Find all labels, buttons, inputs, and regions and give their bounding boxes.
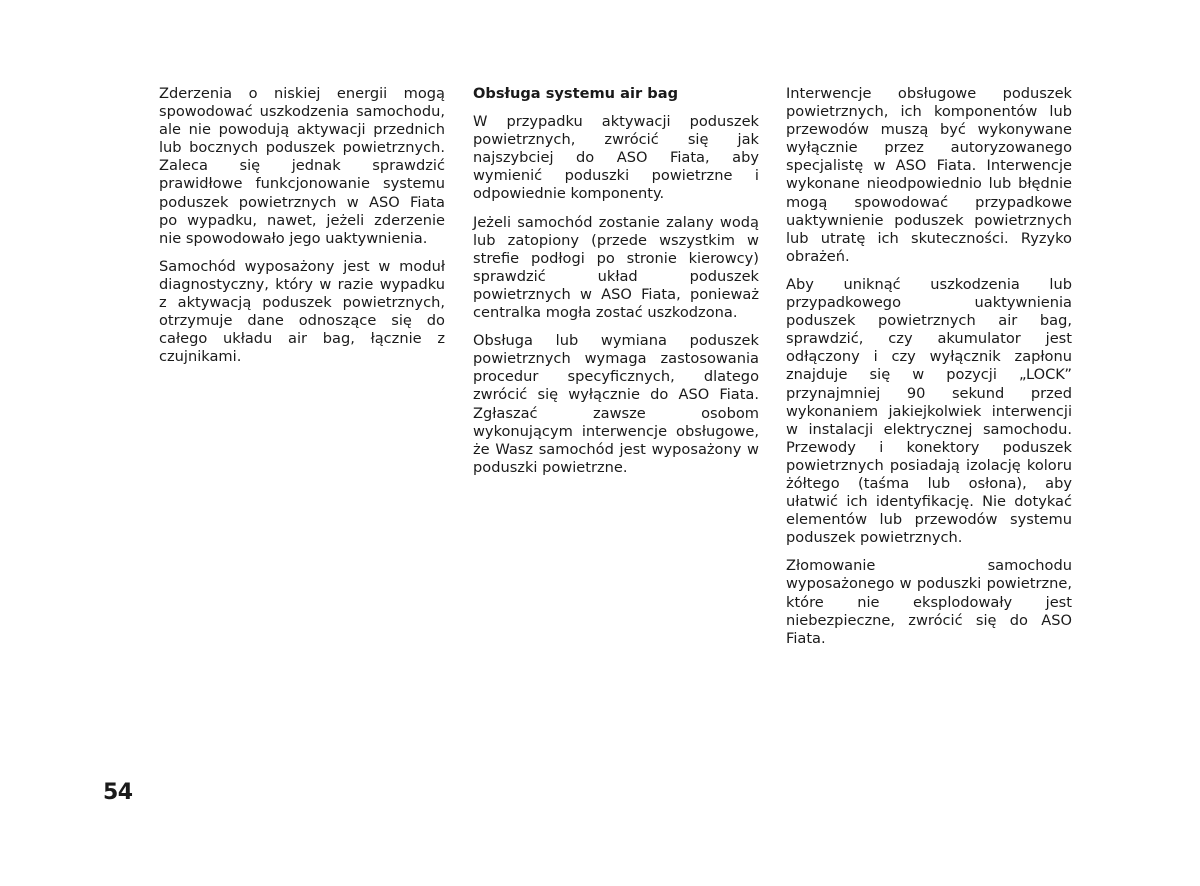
paragraph: Aby uniknąć uszkodzenia lub przypadkowego uaktywnienia poduszek powietrznych air bag, sprawdzić, czy akumulator jest odłączony i czy wyłącznik zapłonu znajduje się w pozycji „LOCK” przynajmniej 90 sekund przed wykonaniem jakiejkolwiek interwencji w instalacji elektrycznej samochodu. Przewody i konektory poduszek powietrznych posiadają izolację koloru żółtego (taśma lub osłona), aby ułatwić ich identyfikację. Nie dotykać elementów lub przewodów systemu poduszek powietrznych. xyxy=(786,275,1072,547)
section-heading: Obsługa systemu air bag xyxy=(473,85,679,102)
paragraph: Jeżeli samochód zostanie zalany wodą lub zatopiony (przede wszystkim w strefie podłogi po stronie kierowcy) sprawdzić układ poduszek powietrznych w ASO Fiata, ponieważ centralka mogła zostać uszkodzona. xyxy=(473,213,759,322)
paragraph: W przypadku aktywacji poduszek powietrznych, zwrócić się jak najszybciej do ASO Fiata, aby wymienić poduszki powietrzne i odpowiednie komponenty. xyxy=(473,113,759,203)
paragraph: Interwencje obsługowe poduszek powietrznych, ich komponentów lub przewodów muszą być wykonywane wyłącznie przez autoryzowanego specjalistę w ASO Fiata. Interwencje wykonane nieodpowiednio lub błędnie mogą spowodować przypadkowe uaktywnienie poduszek powietrznych lub utratę ich skuteczności. Ryzyko obrażeń. xyxy=(786,85,1072,265)
paragraph: Samochód wyposażony jest w moduł diagnostyczny, który w razie wypadku z aktywacją poduszek powietrznych, otrzymuje dane odnoszące się do całego układu air bag, łącznie z czujnikami. xyxy=(159,257,445,366)
text-column-1 xyxy=(159,85,445,376)
page-number: 54 xyxy=(103,780,133,805)
text-column-3 xyxy=(786,85,1072,658)
text-column-2 xyxy=(473,85,759,487)
paragraph: Obsługa lub wymiana poduszek powietrznych wymaga zastosowania procedur specyficznych, dlatego zwrócić się wyłącznie do ASO Fiata. Zgłaszać zawsze osobom wykonującym interwencje obsługowe, że Wasz samochód jest wyposażony w poduszki powietrzne. xyxy=(473,332,759,476)
paragraph: Złomowanie samochodu wyposażonego w poduszki powietrzne, które nie eksplodowały jest niebezpieczne, zwrócić się do ASO Fiata. xyxy=(786,557,1072,647)
paragraph: Zderzenia o niskiej energii mogą spowodować uszkodzenia samochodu, ale nie powodują aktywacji przednich lub bocznych poduszek powietrznych. Zaleca się jednak sprawdzić prawidłowe funkcjonowanie systemu poduszek powietrznych w ASO Fiata po wypadku, nawet, jeżeli zderzenie nie spowodowało jego uaktywnienia. xyxy=(159,85,445,247)
